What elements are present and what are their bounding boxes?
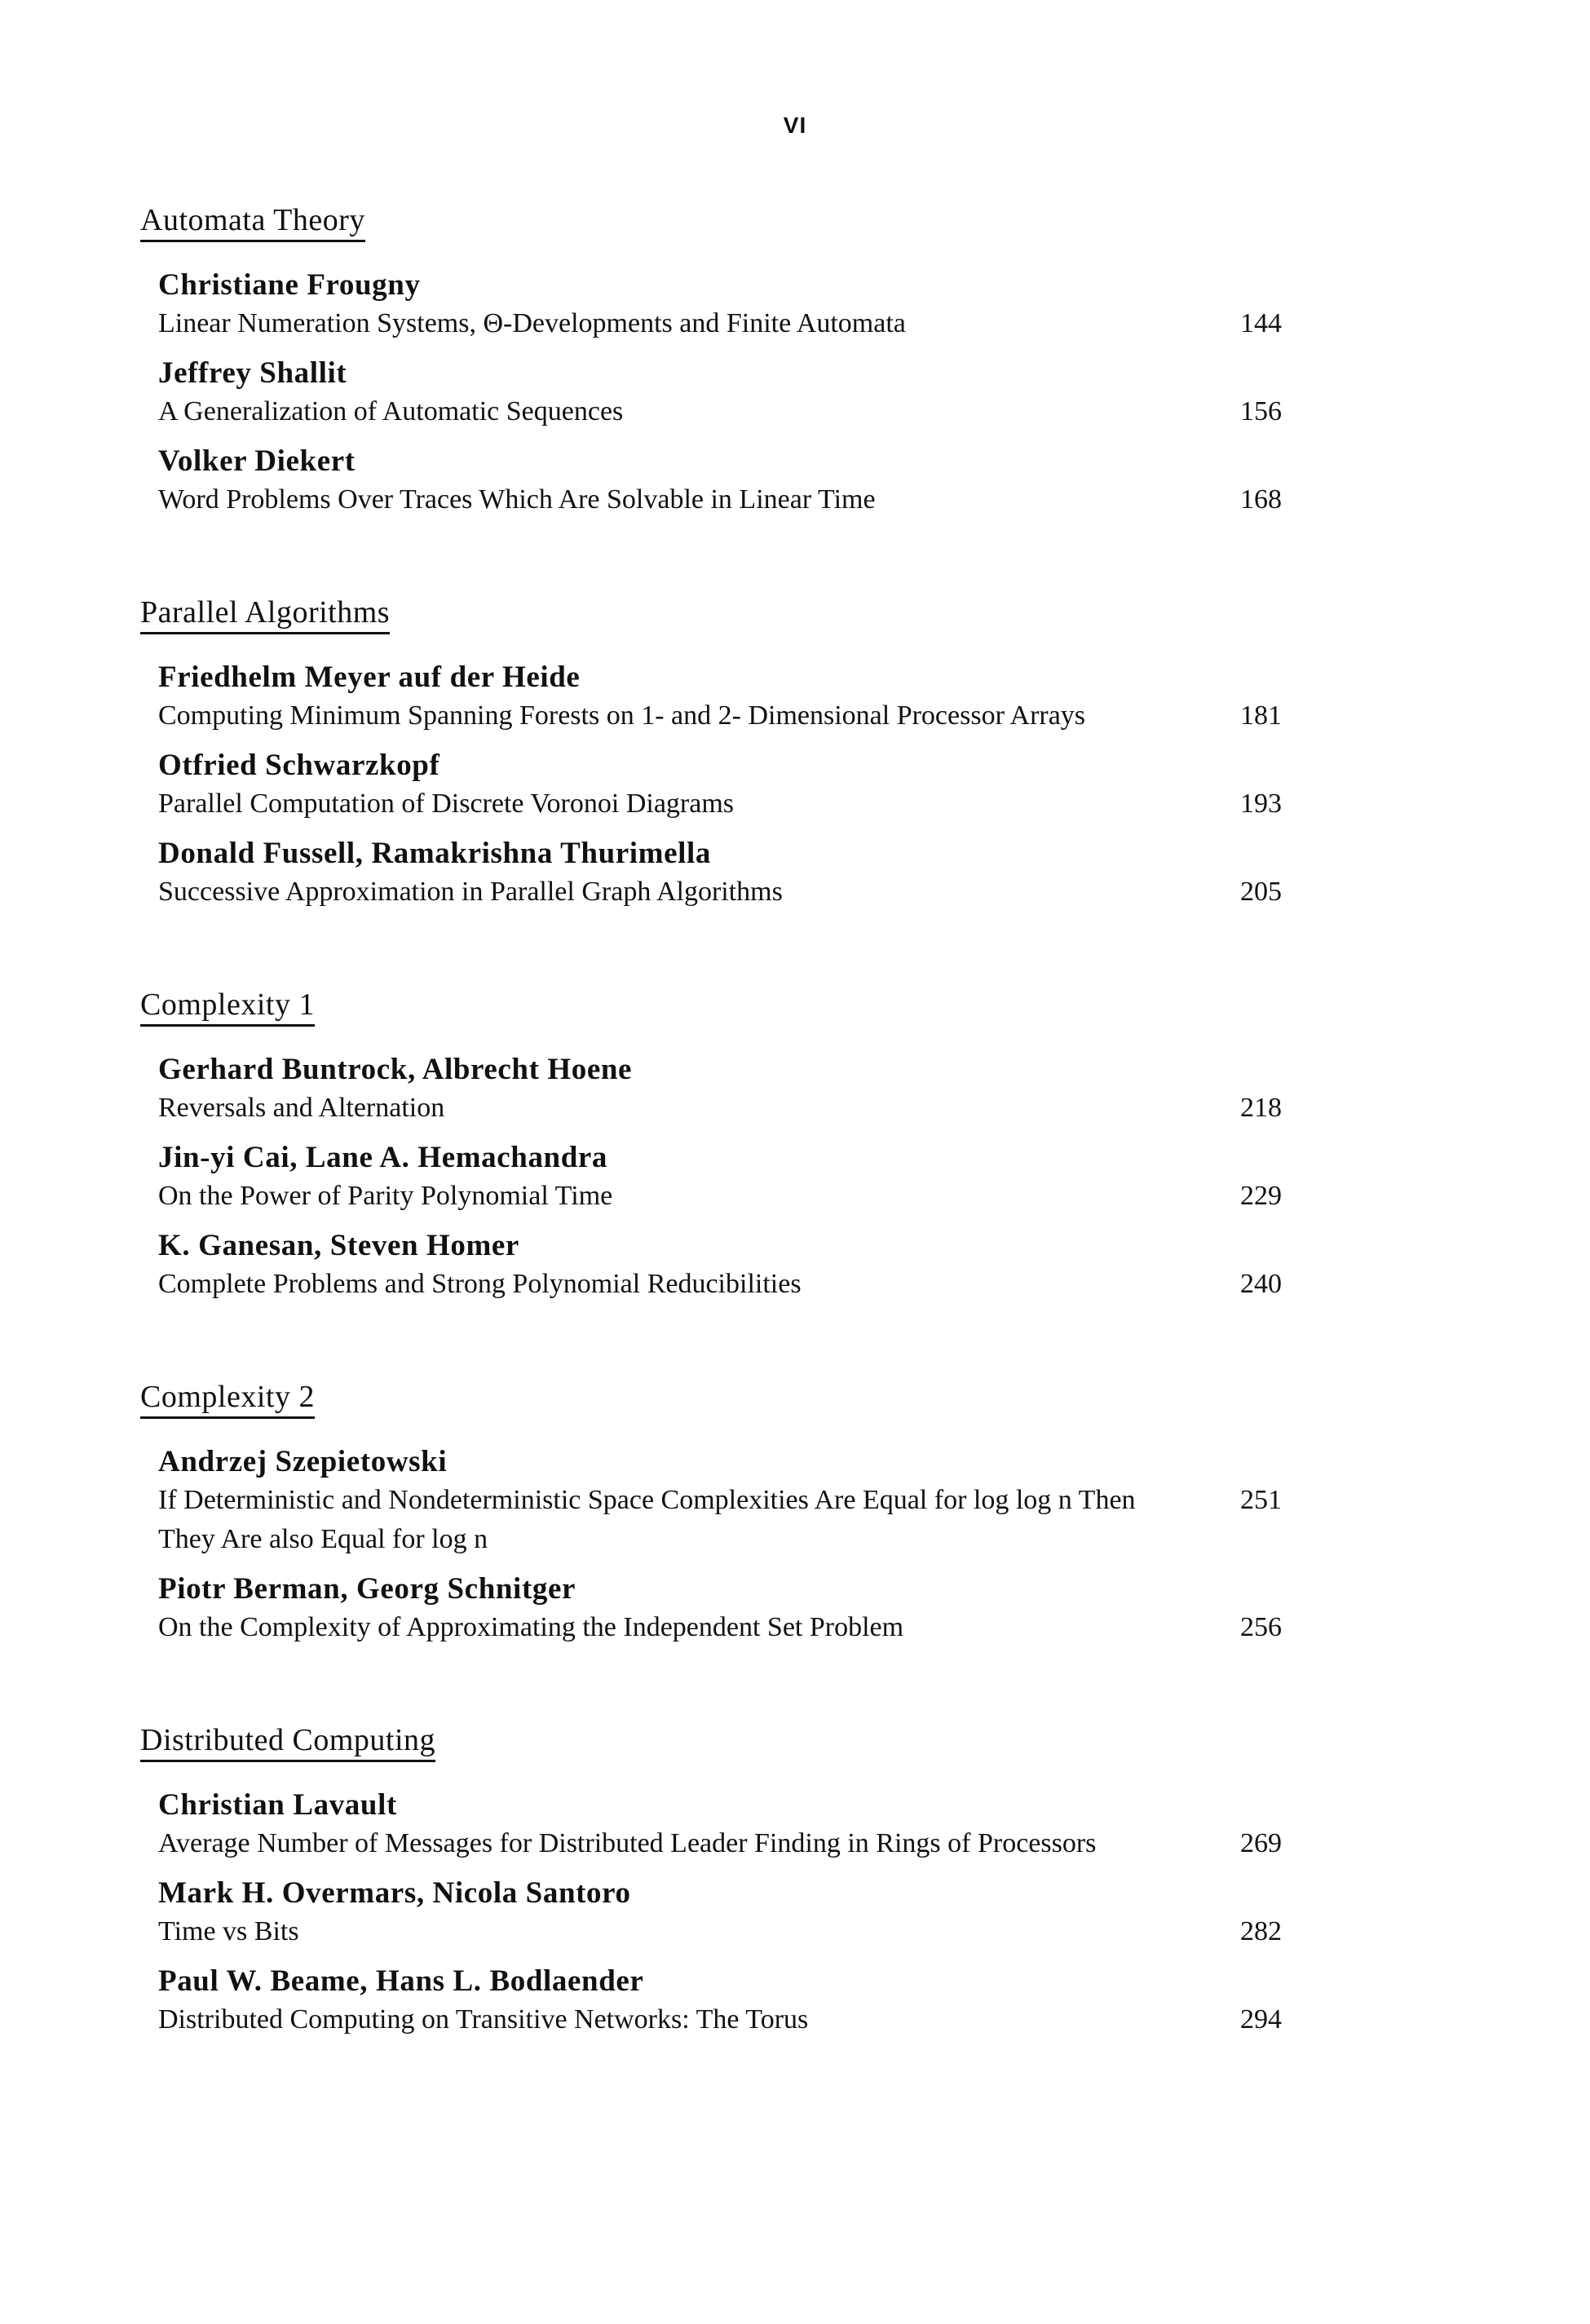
toc-entry [158, 1875, 1314, 1951]
toc-entry [158, 355, 1314, 431]
toc-section [140, 987, 1314, 1304]
entry-title: Distributed Computing on Transitive Networks: The Torus [158, 2004, 809, 2035]
entry-authors: Piotr Berman, Georg Schnitger [158, 1572, 576, 1606]
toc-section [140, 202, 1314, 519]
entry-page-number: 282 [1240, 1916, 1282, 1946]
entry-title-row [158, 1265, 1314, 1304]
entry-page-number: 229 [1240, 1181, 1282, 1211]
entry-authors: Christiane Frougny [158, 268, 421, 302]
section-title: Complexity 2 [140, 1379, 315, 1419]
toc-entry [158, 835, 1314, 912]
entry-page-number: 294 [1240, 2004, 1282, 2035]
entry-authors: Andrzej Szepietowski [158, 1445, 448, 1478]
entry-title: Reversals and Alternation [158, 1093, 445, 1123]
entry-title: If Deterministic and Nondeterministic Space Complexities Are Equal for log log n Then They Are also Equal for log n [158, 1485, 1136, 1554]
toc-entry [158, 1963, 1314, 2039]
toc-entry [158, 267, 1314, 343]
entry-authors: Paul W. Beame, Hans L. Bodlaender [158, 1964, 644, 1998]
toc-section [140, 594, 1314, 912]
toc-entry [158, 1051, 1314, 1128]
entry-title-row [158, 784, 1314, 824]
entry-page-number: 156 [1240, 396, 1282, 426]
entry-title-row [158, 873, 1314, 912]
entry-title-row [158, 1824, 1314, 1863]
entry-authors: Gerhard Buntrock, Albrecht Hoene [158, 1053, 633, 1086]
entry-page-number: 256 [1240, 1612, 1282, 1642]
section-title: Automata Theory [140, 202, 365, 242]
entry-title-row [158, 1912, 1314, 1951]
entry-title-row [158, 1481, 1314, 1559]
toc-entry [158, 1139, 1314, 1216]
entry-authors: Donald Fussell, Ramakrishna Thurimella [158, 837, 711, 870]
entry-title-row [158, 304, 1314, 343]
entry-title: Complete Problems and Strong Polynomial Reducibilities [158, 1269, 802, 1299]
toc-entry [158, 1227, 1314, 1304]
entry-title: Average Number of Messages for Distributed Leader Finding in Rings of Processors [158, 1828, 1097, 1858]
entry-authors: Volker Diekert [158, 444, 356, 478]
entry-title-row [158, 392, 1314, 431]
entry-title: Time vs Bits [158, 1916, 299, 1946]
entry-page-number: 240 [1240, 1269, 1282, 1299]
entry-page-number: 251 [1240, 1485, 1282, 1515]
entry-authors: Mark H. Overmars, Nicola Santoro [158, 1876, 631, 1910]
entry-authors: Jin-yi Cai, Lane A. Hemachandra [158, 1141, 608, 1174]
entry-title: Word Problems Over Traces Which Are Solvable in Linear Time [158, 484, 876, 515]
entry-authors: Friedhelm Meyer auf der Heide [158, 661, 581, 694]
entry-authors: Otfried Schwarzkopf [158, 749, 440, 782]
table-of-contents [140, 202, 1314, 2114]
entry-title-row [158, 1089, 1314, 1128]
toc-entry [158, 443, 1314, 519]
entry-authors: Jeffrey Shallit [158, 356, 347, 390]
toc-entry [158, 1571, 1314, 1647]
entry-page-number: 193 [1240, 789, 1282, 819]
toc-section [140, 1722, 1314, 2039]
toc-entry [158, 747, 1314, 824]
page-number: VI [783, 113, 807, 138]
entry-title-row [158, 1608, 1314, 1647]
section-title: Parallel Algorithms [140, 594, 390, 634]
entry-title-row [158, 1177, 1314, 1216]
entry-title-row [158, 480, 1314, 519]
entry-page-number: 205 [1240, 877, 1282, 907]
toc-entry [158, 1787, 1314, 1863]
entry-authors: K. Ganesan, Steven Homer [158, 1229, 519, 1262]
entry-page-number: 144 [1240, 308, 1282, 338]
entry-title: Linear Numeration Systems, Θ-Developments and Finite Automata [158, 308, 906, 338]
entry-title-row [158, 696, 1314, 736]
entry-page-number: 181 [1240, 700, 1282, 731]
entry-title: A Generalization of Automatic Sequences [158, 396, 624, 426]
toc-section [140, 1379, 1314, 1647]
entry-title-row [158, 2000, 1314, 2039]
section-title: Complexity 1 [140, 987, 315, 1027]
entry-authors: Christian Lavault [158, 1788, 397, 1822]
section-title: Distributed Computing [140, 1722, 435, 1762]
entry-title: On the Complexity of Approximating the Independent Set Problem [158, 1612, 904, 1642]
toc-entry [158, 1443, 1314, 1559]
entry-title: On the Power of Parity Polynomial Time [158, 1181, 613, 1211]
entry-title: Successive Approximation in Parallel Graph Algorithms [158, 877, 783, 907]
entry-title: Parallel Computation of Discrete Voronoi Diagrams [158, 789, 734, 819]
toc-entry [158, 659, 1314, 736]
entry-title: Computing Minimum Spanning Forests on 1- and 2- Dimensional Processor Arrays [158, 700, 1086, 731]
entry-page-number: 168 [1240, 484, 1282, 515]
entry-page-number: 269 [1240, 1828, 1282, 1858]
entry-page-number: 218 [1240, 1093, 1282, 1123]
